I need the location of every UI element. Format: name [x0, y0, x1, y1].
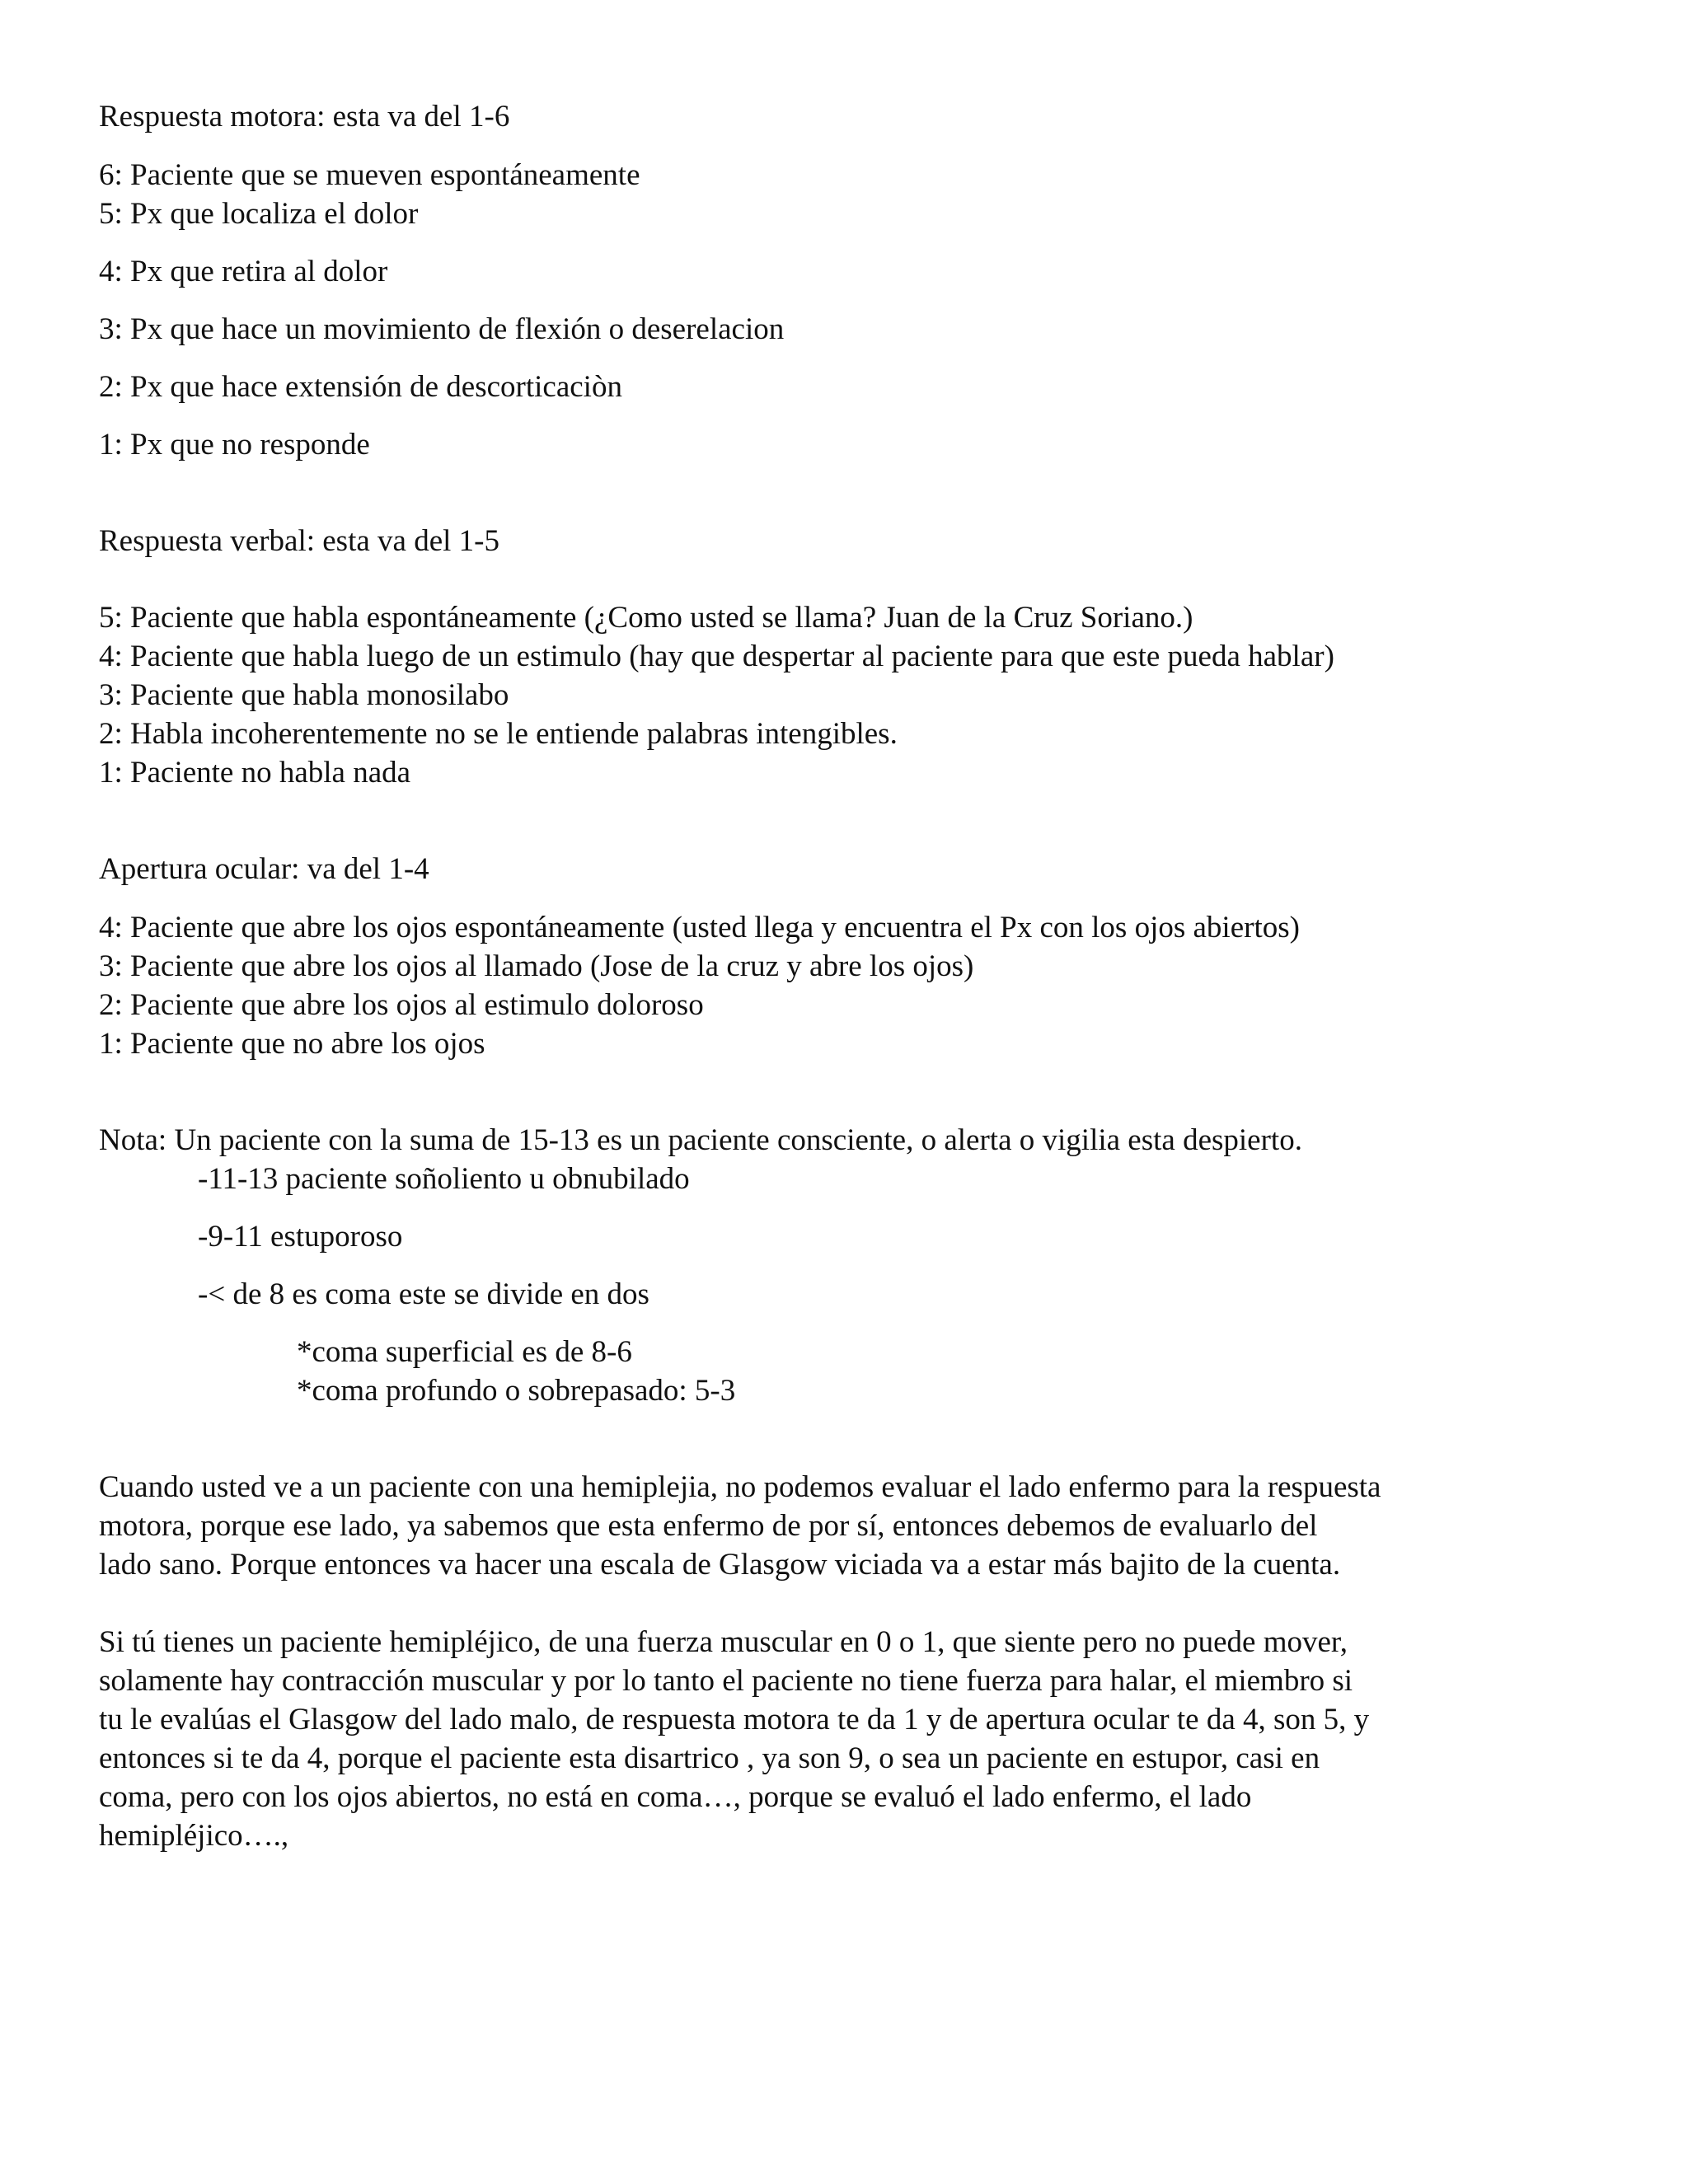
paragraph-hemiplejia	[99, 1468, 1599, 1584]
ocular-item: 3: Paciente que abre los ojos al llamado (Jose de la cruz y abre los ojos)	[99, 949, 974, 983]
paragraph-line: entonces si te da 4, porque el paciente esta disartrico , ya son 9, o sea un paciente en estupor, casi en	[99, 1741, 1320, 1775]
verbal-item: 2: Habla incoherentemente no se le entiende palabras intengibles.	[99, 717, 898, 751]
nota-sub-item: -9-11 estuporoso	[198, 1220, 403, 1254]
nota-line: Nota: Un paciente con la suma de 15-13 es un paciente consciente, o alerta o vigilia esta despierto.	[99, 1123, 1302, 1157]
verbal-item: 5: Paciente que habla espontáneamente (¿Como usted se llama? Juan de la Cruz Soriano.)	[99, 601, 1193, 635]
ocular-item: 1: Paciente que no abre los ojos	[99, 1027, 485, 1061]
nota-section	[99, 1121, 1599, 1410]
paragraph-hemiplejico	[99, 1623, 1599, 1855]
motor-item: 3: Px que hace un movimiento de flexión o deserelacion	[99, 312, 785, 346]
verbal-section	[99, 522, 1599, 792]
paragraph-line: coma, pero con los ojos abiertos, no está en coma…, porque se evaluó el lado enfermo, el lado	[99, 1780, 1252, 1814]
verbal-heading: Respuesta verbal: esta va del 1-5	[99, 524, 499, 558]
paragraph-line: tu le evalúas el Glasgow del lado malo, de respuesta motora te da 1 y de apertura ocular te da 4, son 5, y	[99, 1703, 1370, 1736]
ocular-item: 2: Paciente que abre los ojos al estimulo doloroso	[99, 988, 704, 1022]
motor-item: 5: Px que localiza el dolor	[99, 197, 419, 231]
coma-item: *coma superficial es de 8-6	[297, 1335, 632, 1369]
nota-sub-item: -11-13 paciente soñoliento u obnubilado	[198, 1162, 690, 1196]
paragraph-line: solamente hay contracción muscular y por lo tanto el paciente no tiene fuerza para halar, el miembro si	[99, 1664, 1353, 1698]
paragraph-line: Si tú tienes un paciente hemipléjico, de una fuerza muscular en 0 o 1, que siente pero no puede mover,	[99, 1625, 1348, 1659]
ocular-section	[99, 850, 1599, 1063]
paragraph-line: hemipléjico….,	[99, 1819, 289, 1853]
motor-item: 1: Px que no responde	[99, 428, 370, 462]
paragraph-line: Cuando usted ve a un paciente con una hemiplejia, no podemos evaluar el lado enfermo para la respuesta	[99, 1470, 1381, 1504]
ocular-heading: Apertura ocular: va del 1-4	[99, 852, 429, 886]
verbal-item: 4: Paciente que habla luego de un estimulo (hay que despertar al paciente para que este pueda hablar)	[99, 640, 1334, 673]
motor-item: 2: Px que hace extensión de descorticaciòn	[99, 370, 622, 404]
paragraph-line: lado sano. Porque entonces va hacer una escala de Glasgow viciada va a estar más bajito de la cuenta.	[99, 1548, 1341, 1582]
motor-item: 4: Px que retira al dolor	[99, 255, 388, 288]
ocular-item: 4: Paciente que abre los ojos espontáneamente (usted llega y encuentra el Px con los ojos abiertos)	[99, 911, 1300, 944]
nota-sub-item: -< de 8 es coma este se divide en dos	[198, 1277, 649, 1311]
motor-section	[99, 97, 1599, 464]
verbal-item: 1: Paciente no habla nada	[99, 756, 411, 790]
document-page	[99, 97, 1599, 1855]
paragraph-line: motora, porque ese lado, ya sabemos que esta enfermo de por sí, entonces debemos de evaluarlo del	[99, 1509, 1318, 1543]
motor-item: 6: Paciente que se mueven espontáneamente	[99, 158, 640, 192]
verbal-item: 3: Paciente que habla monosilabo	[99, 678, 509, 712]
coma-item: *coma profundo o sobrepasado: 5-3	[297, 1374, 736, 1408]
motor-heading: Respuesta motora: esta va del 1-6	[99, 100, 510, 134]
